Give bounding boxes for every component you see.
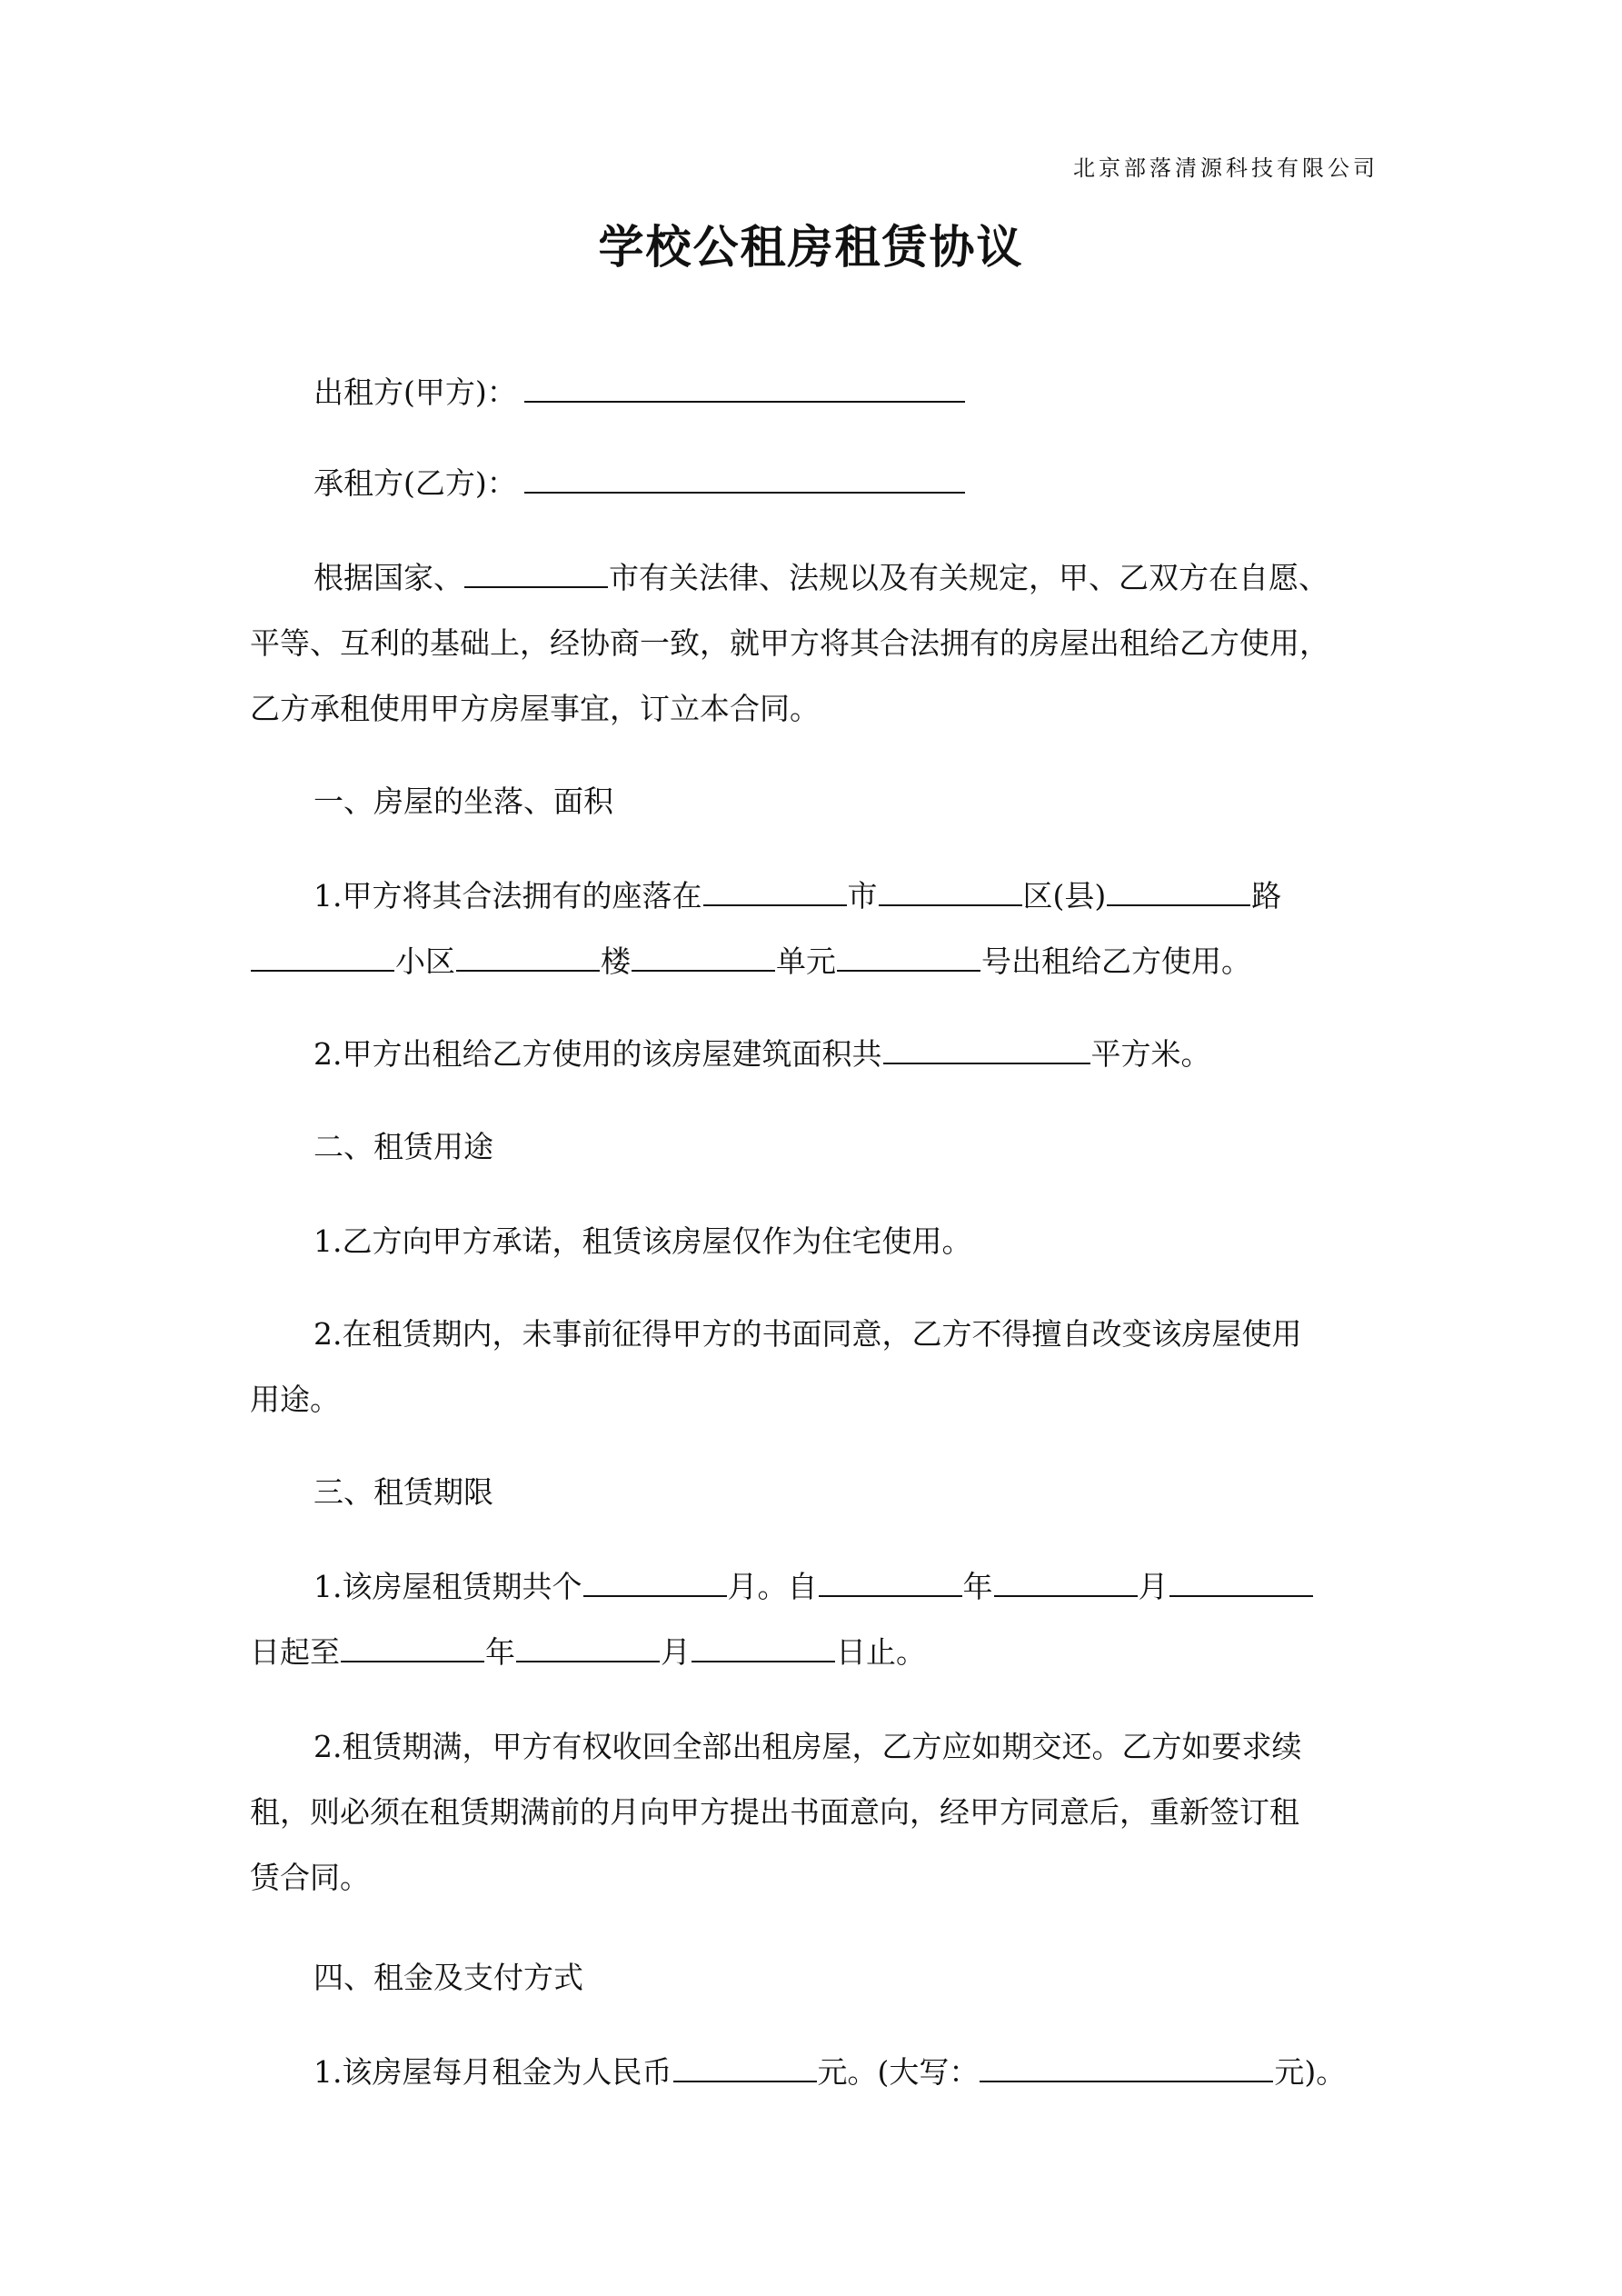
end-day-blank[interactable]	[692, 1633, 835, 1662]
lessor-line	[250, 360, 1386, 425]
section-4-heading: 四、租金及支付方式	[313, 1960, 583, 1995]
clause-text: 楼	[601, 943, 631, 979]
section-2-item-2: 2.在租赁期内，未事前征得甲方的书面同意，乙方不得擅自改变该房屋使用	[313, 1316, 1302, 1352]
lessor-label: 出租方(甲方)：	[313, 374, 517, 410]
start-day-blank[interactable]	[1169, 1568, 1313, 1597]
clause-text: 路	[1251, 878, 1282, 913]
clause-text: 号出租给乙方使用。	[981, 943, 1251, 979]
building-blank[interactable]	[456, 943, 600, 972]
clause-text: 年	[962, 1569, 993, 1604]
area-blank[interactable]	[883, 1035, 1090, 1064]
clause-text: 市	[847, 878, 878, 913]
road-blank[interactable]	[1107, 877, 1250, 906]
number-blank[interactable]	[837, 943, 980, 972]
city-blank[interactable]	[703, 877, 847, 906]
clause-text: 1.该房屋每月租金为人民币	[313, 2054, 672, 2090]
preamble-line-1	[250, 545, 1386, 611]
city-blank[interactable]	[464, 559, 608, 588]
section-2-heading: 二、租赁用途	[313, 1129, 493, 1164]
clause-text: 小区	[395, 943, 455, 979]
start-year-blank[interactable]	[819, 1568, 962, 1597]
unit-blank[interactable]	[632, 943, 775, 972]
section-3-item-2-cont-1: 租，则必须在租赁期满前的月向甲方提出书面意向，经甲方同意后，重新签订租	[250, 1794, 1299, 1830]
preamble-text: 市有关法律、法规以及有关规定，甲、乙双方在自愿、	[609, 560, 1328, 595]
section-3-item-1	[250, 1554, 1386, 1620]
end-year-blank[interactable]	[341, 1633, 484, 1662]
section-4-item-1	[250, 2040, 1386, 2105]
lessor-blank[interactable]	[524, 374, 965, 403]
end-month-blank[interactable]	[516, 1633, 660, 1662]
company-header: 北京部落清源科技有限公司	[1073, 155, 1378, 181]
clause-text: 1.甲方将其合法拥有的座落在	[313, 878, 702, 913]
clause-text: 单元	[776, 943, 836, 979]
section-1-heading: 一、房屋的坐落、面积	[313, 784, 613, 819]
section-3-item-2: 2.租赁期满，甲方有权收回全部出租房屋，乙方应如期交还。乙方如要求续	[313, 1729, 1302, 1764]
clause-text: 元)。	[1274, 2054, 1347, 2090]
rent-uppercase-blank[interactable]	[980, 2053, 1273, 2082]
section-3-item-2-cont-2: 赁合同。	[250, 1860, 370, 1895]
document-title: 学校公租房租赁协议	[598, 220, 1024, 274]
clause-text: 元。(大写：	[817, 2054, 980, 2090]
lessee-blank[interactable]	[524, 464, 965, 494]
section-1-item-1-cont	[250, 929, 1386, 994]
lessee-label: 承租方(乙方)：	[313, 465, 517, 501]
section-3-heading: 三、租赁期限	[313, 1474, 493, 1510]
preamble-line-3: 乙方承租使用甲方房屋事宜，订立本合同。	[250, 691, 820, 726]
clause-text: 区(县)	[1022, 878, 1107, 913]
section-3-item-1-cont	[250, 1620, 1386, 1685]
clause-text: 月	[1138, 1569, 1169, 1604]
clause-text: 月。自	[727, 1569, 818, 1604]
district-blank[interactable]	[879, 877, 1022, 906]
clause-text: 2.甲方出租给乙方使用的该房屋建筑面积共	[313, 1036, 882, 1072]
rent-amount-blank[interactable]	[673, 2053, 817, 2082]
clause-text: 日起至	[250, 1634, 340, 1670]
clause-text: 平方米。	[1090, 1036, 1211, 1072]
section-2-item-2-cont: 用途。	[250, 1382, 340, 1417]
community-blank[interactable]	[251, 943, 394, 972]
clause-text: 1.该房屋租赁期共个	[313, 1569, 582, 1604]
section-1-item-2	[250, 1022, 1386, 1087]
preamble-line-2: 平等、互利的基础上，经协商一致，就甲方将其合法拥有的房屋出租给乙方使用，	[250, 625, 1329, 661]
section-2-item-1: 1.乙方向甲方承诺，租赁该房屋仅作为住宅使用。	[313, 1223, 972, 1259]
lessee-line	[250, 451, 1386, 516]
start-month-blank[interactable]	[994, 1568, 1138, 1597]
clause-text: 日止。	[836, 1634, 926, 1670]
section-1-item-1	[250, 863, 1386, 929]
clause-text: 月	[661, 1634, 691, 1670]
months-blank[interactable]	[583, 1568, 727, 1597]
preamble-text: 根据国家、	[313, 560, 463, 595]
clause-text: 年	[485, 1634, 515, 1670]
